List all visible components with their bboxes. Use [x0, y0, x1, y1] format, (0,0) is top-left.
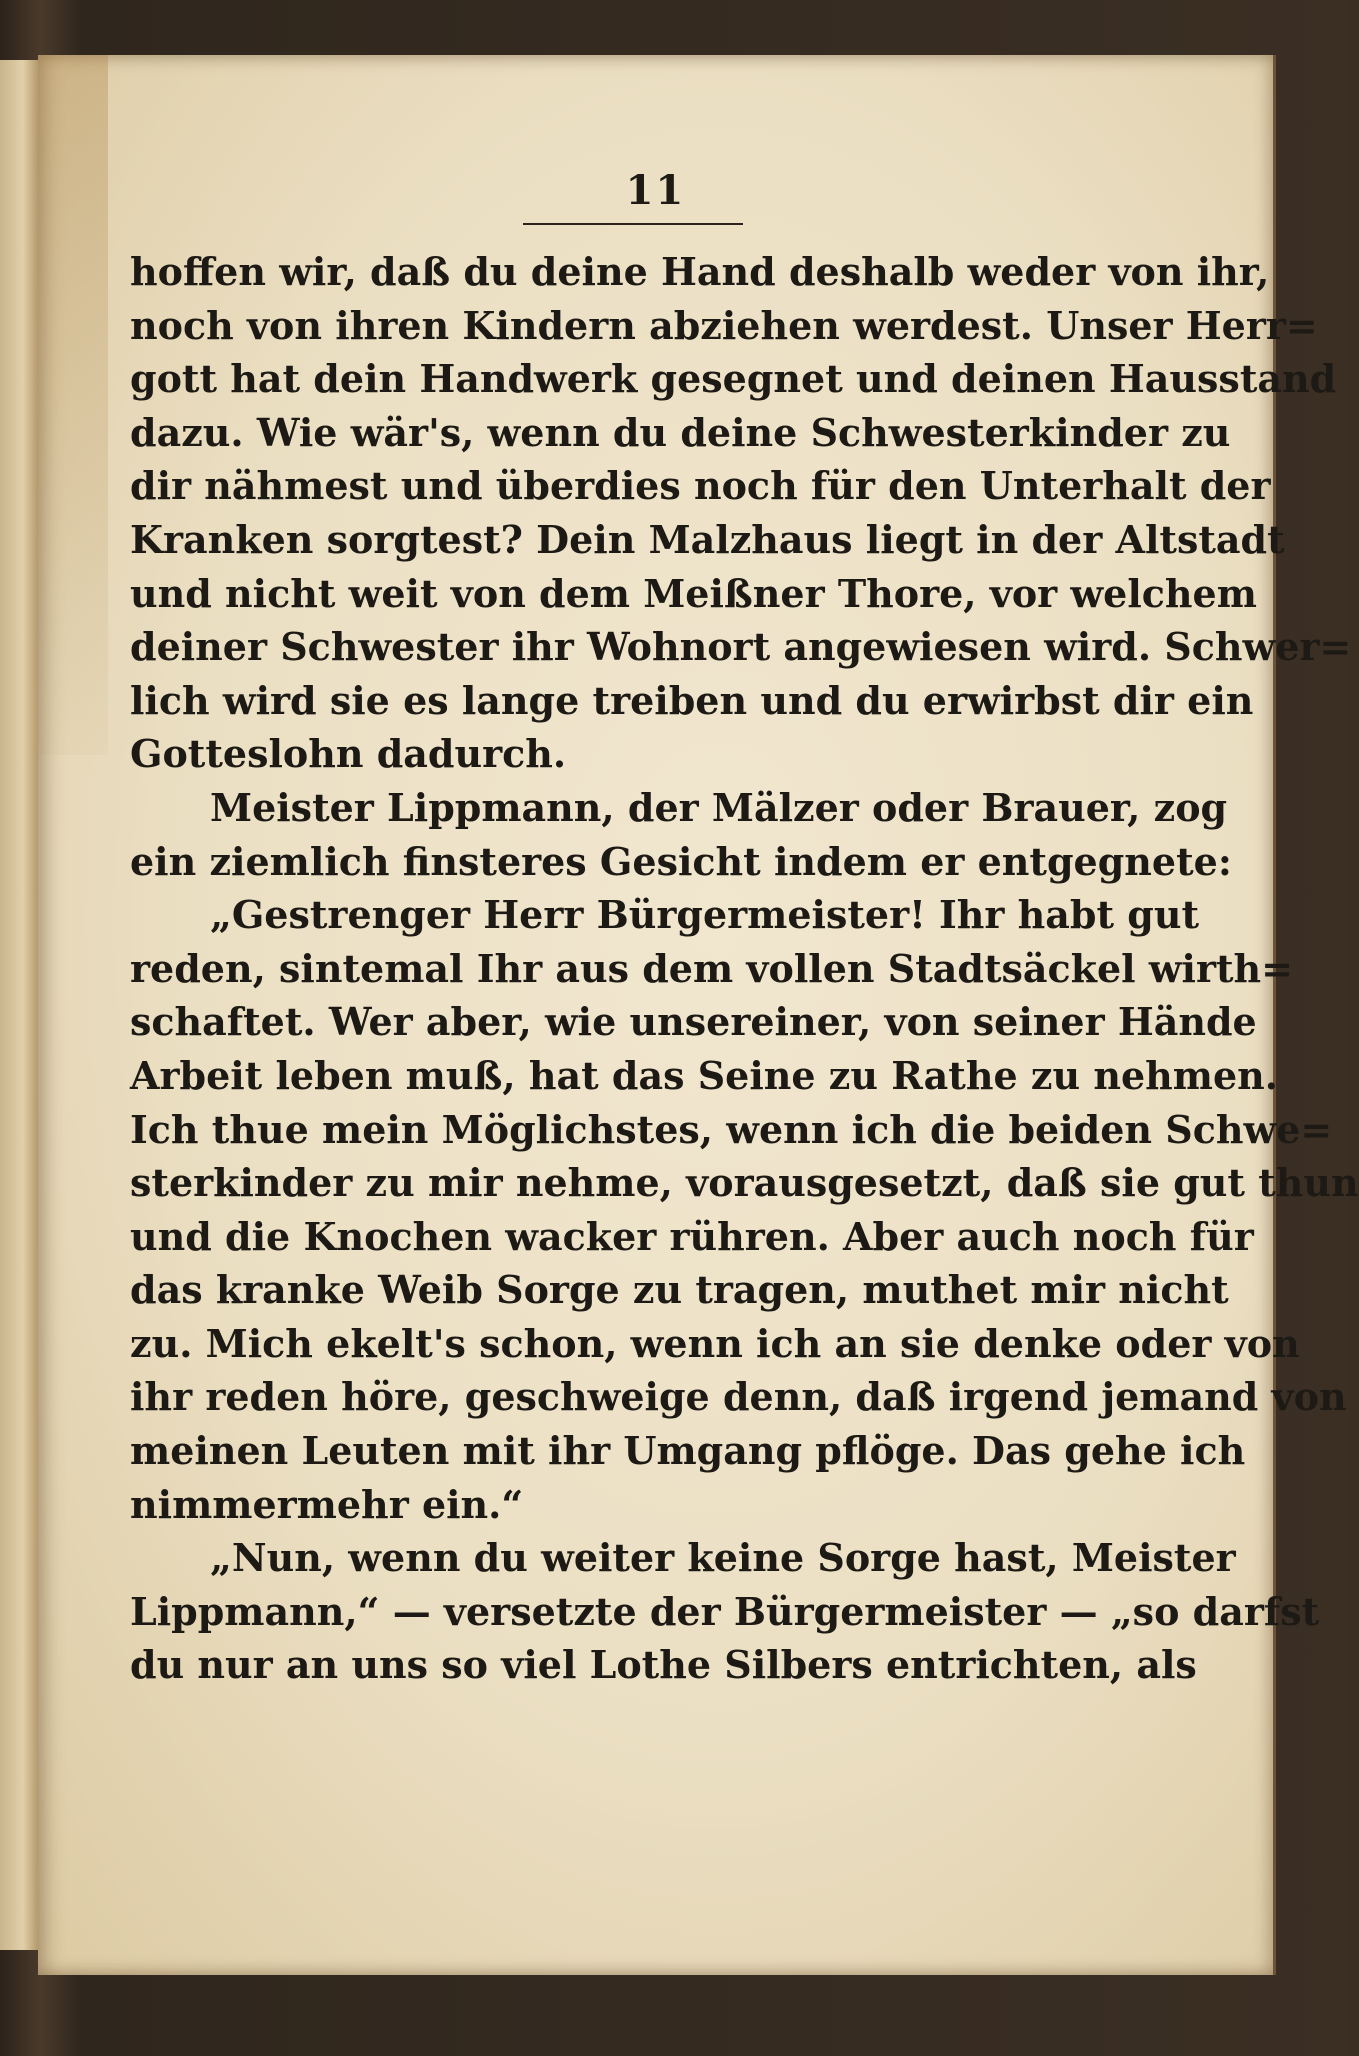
text-line: Ich thue mein Möglichstes, wenn ich die beiden Schwe= [130, 1106, 1333, 1152]
text-line: Gotteslohn dadurch. [130, 731, 567, 777]
text-line: noch von ihren Kindern abziehen werdest. Unser Herr= [130, 302, 1318, 348]
text-line: und nicht weit von dem Meißner Thore, vor welchem [130, 570, 1257, 616]
text-line: lich wird sie es lange treiben und du erwirbst dir ein [130, 677, 1254, 723]
body-text [130, 245, 1359, 1692]
text-line: Lippmann,“ — versetzte der Bürgermeister — „so darfst [130, 1588, 1320, 1634]
text-line: deiner Schwester ihr Wohnort angewiesen wird. Schwer= [130, 624, 1352, 670]
text-line: Meister Lippmann, der Mälzer oder Brauer, zog [210, 784, 1228, 830]
facing-page-edge [0, 60, 40, 1950]
book-page [38, 55, 1359, 1975]
text-line: zu. Mich ekelt's schon, wenn ich an sie denke oder von [130, 1320, 1300, 1366]
text-line: ein ziemlich finsteres Gesicht indem er entgegnete: [130, 838, 1232, 884]
text-line: „Gestrenger Herr Bürgermeister! Ihr habt gut [210, 892, 1200, 938]
text-line: Kranken sorgtest? Dein Malzhaus liegt in der Altstadt [130, 516, 1285, 562]
text-line: sterkinder zu mir nehme, vorausgesetzt, daß sie gut thun [130, 1160, 1359, 1206]
text-line: „Nun, wenn du weiter keine Sorge hast, Meister [210, 1535, 1236, 1581]
text-line: dazu. Wie wär's, wenn du deine Schwesterkinder zu [130, 409, 1231, 455]
text-line: das kranke Weib Sorge zu tragen, muthet mir nicht [130, 1267, 1229, 1313]
text-line: schaftet. Wer aber, wie unsereiner, von seiner Hände [130, 999, 1257, 1045]
text-line: hoffen wir, daß du deine Hand deshalb weder von ihr, [130, 249, 1270, 294]
text-line: reden, sintemal Ihr aus dem vollen Stadtsäckel wirth= [130, 945, 1294, 991]
text-line: ihr reden höre, geschweige denn, daß irgend jemand von [130, 1374, 1347, 1420]
text-line: du nur an uns so viel Lothe Silbers entrichten, als [130, 1642, 1197, 1688]
text-line: gott hat dein Handwerk gesegnet und deinen Hausstand [130, 356, 1337, 402]
text-line: dir nähmest und überdies noch für den Unterhalt der [130, 463, 1271, 509]
page-stain [38, 55, 108, 755]
text-line: und die Knochen wacker rühren. Aber auch noch für [130, 1213, 1254, 1259]
text-line: nimmermehr ein.“ [130, 1481, 524, 1527]
header-rule [523, 223, 743, 225]
page-number: 11 [625, 167, 686, 214]
text-line: meinen Leuten mit ihr Umgang pflöge. Das gehe ich [130, 1428, 1246, 1474]
text-line: Arbeit leben muß, hat das Seine zu Rathe zu nehmen. [130, 1052, 1278, 1098]
